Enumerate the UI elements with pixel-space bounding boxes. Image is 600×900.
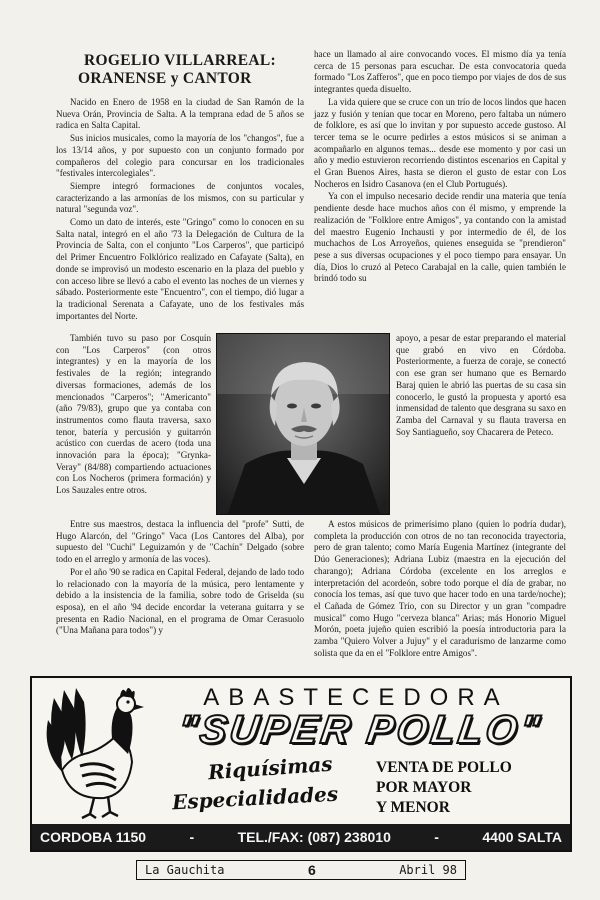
publication-name: La Gauchita	[145, 863, 225, 877]
left-column-lower	[56, 519, 304, 638]
article-headline	[56, 52, 304, 88]
right-column-top	[314, 49, 566, 286]
separator: -	[189, 829, 195, 845]
right-column-lower	[314, 519, 566, 660]
paragraph: apoyo, a pesar de estar preparando el material que grabó en vivo en Córdoba. Posteriormente, a fuerza de coraje, se conectó con ese gran ser humano que es Bernardo Baraj quien le abrió las puertas de su casa sin conocerlo, le gustó la propuesta y aportó esa inmensidad de talento que desgrana su saxo en Zamba del Carnaval y su flauta traversa en Soy Santiagueño, soy Chacarera de Peteco.	[396, 333, 566, 437]
page-footer	[136, 860, 466, 880]
right-column-wrap	[396, 333, 566, 438]
paragraph: También tuvo su paso por Cosquín con "Los Carperos" (con otros integrantes) y en la mayoría de los festivales de la región; integrando diversas formaciones, además de los mencionados "Carperos"; "Americanto" (año 79/83), grupo que ya contaba con instrumentos como flauta traversa, saxo tenor, batería y percusión y guitarrón acústico con cuerdas de acero (toda una innovación para la época); "Grynka-Veray" (84/88) compartiendo actuaciones con Los Nocheros (primera formación) y Los Sauzales entre otros.	[56, 333, 211, 496]
ad-title: ABASTECEDORA	[203, 684, 509, 711]
paragraph: hace un llamado al aire convocando voces. El mismo día ya tenía cerca de 15 personas para escuchar. De esta convocatoria queda formado "Los Zafferos", que en poco tiempo por viajes de dos de sus integrantes queda disuelto.	[314, 49, 566, 95]
paragraph: La vida quiere que se cruce con un trío de locos lindos que hacen jazz y fusión y tenían que tocar en Moreno, pero faltaba un número de folklore, es así que lo invitan y por supuesto accede gustoso. Al tercer tema se le ocurre pedirles a estos músicos si se animan a acompañarlo en algunos temas... desde ese momento y por casi un año y medio estuvieron recorriendo distintos escenarios en Capital y el Gran Buenos Aires, hasta se dieron el gusto de estar con Los Nocheros en Isidro Casanova (en el Club Portugués).	[314, 96, 566, 189]
ad-contact-bar	[32, 824, 570, 850]
headline-line1: ROGELIO VILLARREAL:	[84, 52, 276, 69]
paragraph: A estos músicos de primerísimo plano (quien lo podría dudar), completa la producción con otros de no tan reconocida trayectoria, pero de gran talento; como María Eugenia Martínez (integrante del Dúo Generaciones); Adriana Lubiz (maestra en la ejecución del charango); Adriana Córdoba (excelente en los arreglos e interpretación del acordeón, sobre todo porque el día de grabar, no conocía los temas, así que tuvo que hacer todo en una tarde/noche); el Cañada de Gómez Trío, con su Director y un gran "compadre musical" como Hugo "cerveza blanca" Arias; más Honorio Miguel Morón, poeta jujeño quien escribió la poesía introductoria para la zamba "Quiero Volver a Jujuy" y el caradurismo de lanzarme como solista que da en el "Folklore entre Amigos".	[314, 519, 566, 658]
ad-city: 4400 SALTA	[482, 829, 562, 845]
portrait-photo	[216, 333, 390, 515]
left-column-wrap	[56, 333, 211, 498]
advertisement-box	[30, 676, 572, 852]
ad-offer-line: VENTA DE POLLO	[376, 759, 512, 776]
separator: -	[434, 829, 439, 845]
ad-brand: "SUPER POLLO"	[175, 708, 545, 752]
ad-script-especialidades: Especialidades	[171, 781, 339, 815]
ad-offer-line: POR MAYOR	[376, 779, 472, 796]
page-number: 6	[307, 862, 316, 878]
issue-date: Abril 98	[399, 863, 457, 877]
ad-offer-line: Y MENOR	[376, 799, 450, 816]
ad-address: CORDOBA 1150	[40, 829, 147, 845]
ad-offer	[376, 758, 566, 818]
paragraph: Ya con el impulso necesario decide rendir una materia que tenía pendiente desde hace muchos años con él mismo, y emprende la realización de "Folklore entre Amigos", ya contando con la amistad del maestro Eugenio Inchausti y por intermedio de él, de los muchachos de Los Arroyeños, quienes enseguida se "prendieron" pese a sus diversas ocupaciones y el poco tiempo para ensayar. Un día, Dios lo cruzó al Peteco Carabajal en la calle, quien también le brindó todo su	[314, 191, 566, 284]
paragraph: Como un dato de interés, este "Gringo" como lo conocen en su Salta natal, integró en el año '73 la Delegación de Cultura de la Provincia de Salta, con el conjunto "Los Carperos", que participó del Primer Encuentro Folklórico realizado en Cafayate (Salta), en donde se improvisó un modesto escenario en la plaza del pueblo y con acceso libre se llevó a cabo el evento las noches de un viernes y sábado. Posteriormente este "Encuentro", con el tiempo, dió lugar a la tradicional Serenata a Cafayate, uno de los festivales más importantes del Norte.	[56, 217, 304, 321]
rooster-icon	[40, 680, 150, 820]
headline-line2: ORANENSE y CANTOR	[78, 70, 252, 87]
paragraph: Siempre integró formaciones de conjuntos vocales, caracterizando a las armonías de los mismos, con su particular y natural "segunda voz".	[56, 180, 304, 215]
paragraph: Entre sus maestros, destaca la influencia del "profe" Sutti, de Hugo Alarcón, del "Gringo" Vaca (Los Cantores del Alba), por supuesto del "Cuchi" Leguizamón y de "Cachín" Delgado (sobre todo en el arreglo y armonía de las voces).	[56, 519, 304, 565]
paragraph: Sus inicios musicales, como la mayoría de los "changos", fue a los 13/14 años, y por supuesto con un conjunto formado por compañeros del colegio para concursar en los tradicionales "festivales intercolegiales".	[56, 133, 304, 179]
ad-script-riquisimas: Riquísimas	[207, 751, 334, 785]
paragraph: Nacido en Enero de 1958 en la ciudad de San Ramón de la Nueva Orán, Provincia de Salta. A la temprana edad de 5 años se radica en Salta Capital.	[56, 97, 304, 131]
left-column-top	[56, 97, 304, 323]
paragraph: Por el año '90 se radica en Capital Federal, dejando de lado todo lo relacionado con la mayoría de la música, pero lentamente y debido a la insistencia de la familia, sobre todo de Griselda (su esposa), en el año '94 decide encordar la veterana guitarra y se presenta en Radio Nacional, en el programa de Omar Cerasuolo ("Una Mañana para todos") y	[56, 566, 304, 636]
ad-phone: TEL./FAX: (087) 238010	[237, 829, 391, 845]
